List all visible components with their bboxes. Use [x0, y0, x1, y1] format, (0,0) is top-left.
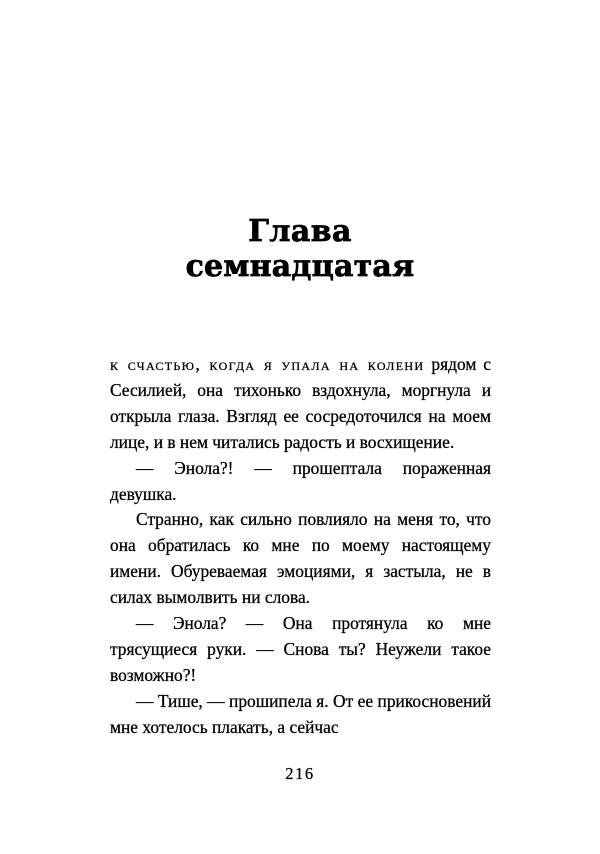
paragraph-4 [110, 611, 491, 689]
paragraph-4-text: — Энола? — Она протянула ко мне трясущиеся руки. — Снова ты? Неужели такое возможно?! [110, 613, 491, 685]
paragraph-1-text: рядом с Сесилией, она тихонько вздохнула, моргнула и открыла глаза. Взгляд ее сосредоточился на моем лице, и в нем читались радость и восхищение. [110, 354, 491, 452]
chapter-heading [0, 214, 600, 284]
paragraph-2-text: — Энола?! — прошептала пораженная девушка. [110, 457, 491, 504]
body-text [110, 352, 491, 741]
chapter-heading-line-1: Глава [248, 214, 352, 249]
page-number: 216 [285, 764, 315, 783]
paragraph-2 [110, 456, 491, 508]
paragraph-3-text: Странно, как сильно повлияло на меня то, что она обратилась ко мне по моему настоящему имени. Обуреваемая эмоциями, я застыла, не в силах вымолвить ни слова. [110, 509, 491, 608]
paragraph-3 [110, 507, 491, 611]
chapter-heading-line-2: семнадцатая [185, 249, 415, 284]
paragraph-1-smallcaps-opening: к счастью, когда я упала на колени [110, 354, 425, 374]
paragraph-5-text: — Тише, — прошипела я. От ее прикосновений мне хотелось плакать, а сейчас [110, 690, 491, 737]
paragraph-5 [110, 689, 491, 741]
paragraph-1 [110, 352, 491, 456]
